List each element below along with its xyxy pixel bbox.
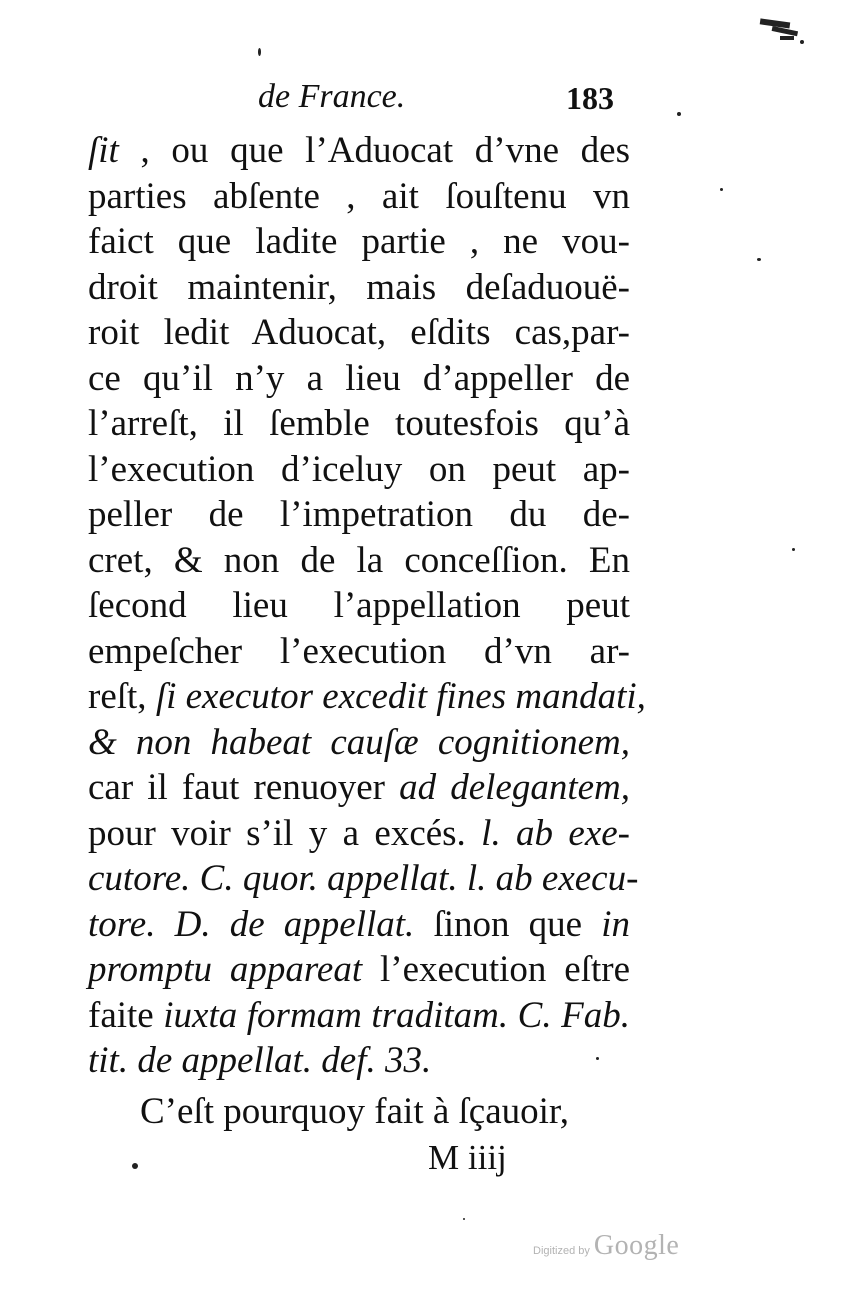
- scan-speck: [132, 1163, 138, 1169]
- text-run: ſinon que: [414, 903, 602, 945]
- scan-speck: [258, 48, 261, 56]
- text-run: l. ab exe-: [481, 812, 630, 854]
- text-run: l’execution d’iceluy on peut ap-: [88, 448, 630, 490]
- text-run: promptu appareat: [88, 949, 363, 990]
- scan-speck: [596, 1057, 599, 1060]
- text-run: , ou que l’Aduocat d’vne des: [118, 130, 630, 171]
- text-line: [88, 811, 630, 857]
- text-line: [88, 538, 630, 584]
- text-run: parties abſente , ait ſouſtenu vn: [88, 175, 630, 217]
- scan-speck: [792, 548, 795, 551]
- text-line: [88, 720, 630, 766]
- text-line: [88, 902, 630, 948]
- text-run: faite: [88, 994, 164, 1036]
- signature-mark: M iiij: [428, 1138, 507, 1177]
- page-number: 183: [566, 80, 614, 116]
- text-run: ſit: [88, 130, 119, 171]
- closing-line: C’eſt pourquoy fait à ſçauoir,: [140, 1091, 570, 1132]
- watermark-brand: Google: [593, 1230, 680, 1261]
- text-line: [88, 310, 630, 356]
- text-run: & non habeat cauſæ cognitionem,: [88, 721, 630, 763]
- text-run: ſecond lieu l’appellation peut: [88, 585, 630, 626]
- text-line: [88, 583, 630, 629]
- text-run: in: [601, 903, 630, 945]
- scan-noise-corner: [752, 14, 812, 54]
- text-line: [88, 128, 630, 174]
- digitized-watermark: [533, 1230, 679, 1262]
- text-run: tit. de appellat. def. 33.: [88, 1040, 432, 1081]
- text-run: l’arreſt, il ſemble toutesfois qu’à: [88, 403, 630, 444]
- text-line: [88, 265, 630, 311]
- text-line: [88, 219, 630, 265]
- watermark-prefix: Digitized by: [533, 1245, 590, 1257]
- text-run: empeſcher l’execution d’vn ar-: [88, 630, 630, 672]
- text-line: [88, 492, 630, 538]
- text-line: [88, 356, 630, 402]
- running-head: de France.: [258, 78, 406, 115]
- text-run: cret, & non de la conceſſion. En: [88, 539, 630, 581]
- text-run: pour voir s’il y a excés.: [88, 812, 482, 854]
- text-line: [88, 401, 630, 447]
- text-line: [88, 629, 630, 675]
- scan-speck: [463, 1218, 465, 1220]
- text-line: [88, 856, 639, 902]
- scan-speck: [677, 112, 681, 116]
- text-line: [88, 993, 630, 1039]
- text-line: [88, 765, 630, 811]
- text-line: [88, 174, 630, 220]
- text-run: car il faut renuoyer: [88, 767, 400, 808]
- text-run: ad delegantem,: [399, 767, 630, 808]
- text-run: ce qu’il n’y a lieu d’appeller de: [88, 357, 630, 399]
- text-line: [88, 1038, 630, 1084]
- text-run: droit maintenir, mais deſaduouë-: [88, 266, 630, 308]
- text-line: [88, 447, 630, 493]
- text-run: peller de l’impetration du de-: [88, 494, 630, 535]
- text-run: l’execution eſtre: [362, 949, 630, 990]
- text-run: iuxta formam traditam. C. Fab.: [163, 994, 630, 1036]
- scan-speck: [757, 258, 761, 261]
- body-text: [88, 128, 646, 1084]
- text-run: reſt,: [88, 676, 156, 717]
- text-run: roit ledit Aduocat, eſdits cas,par-: [88, 312, 630, 353]
- text-run: faict que ladite partie , ne vou-: [88, 221, 630, 262]
- text-line: [88, 674, 646, 720]
- scan-speck: [720, 188, 723, 191]
- text-run: ſi executor excedit fines mandati,: [155, 676, 646, 717]
- text-run: tore. D. de appellat.: [88, 903, 415, 945]
- text-line: [88, 947, 630, 993]
- text-run: cutore. C. quor. appellat. l. ab execu-: [88, 858, 639, 899]
